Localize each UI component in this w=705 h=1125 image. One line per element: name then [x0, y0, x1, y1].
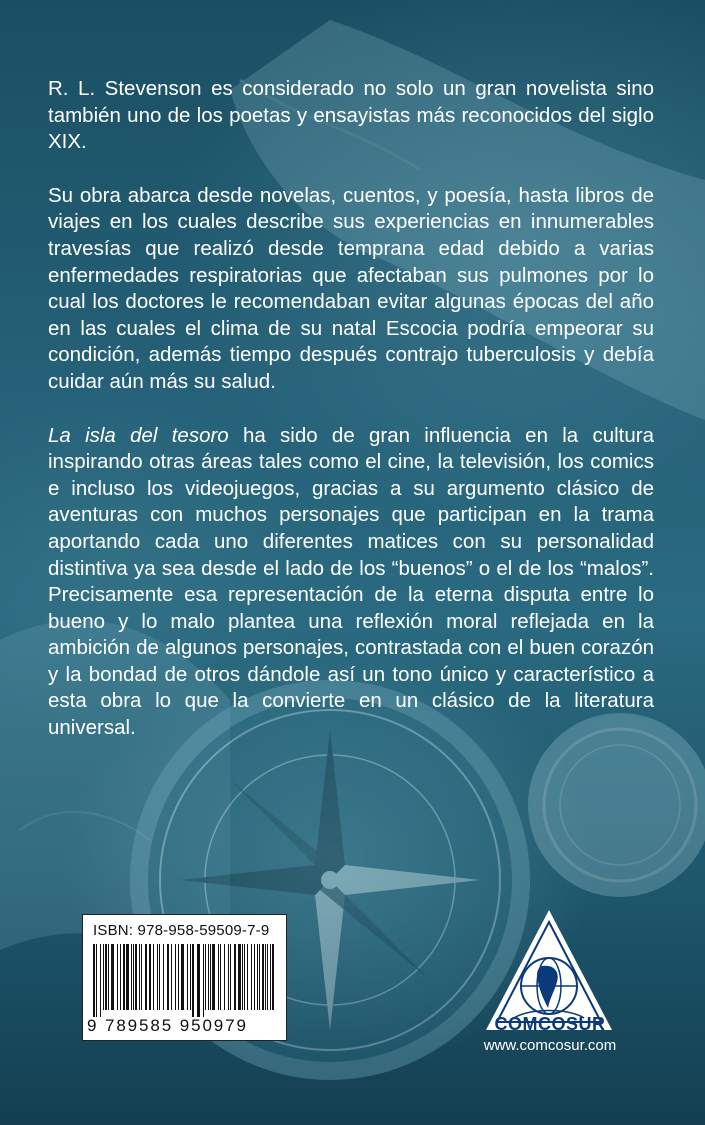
barcode-bar	[139, 944, 140, 1010]
book-title: La isla del tesoro	[48, 423, 229, 447]
publisher-logo	[470, 908, 630, 1058]
barcode-bar	[244, 944, 245, 1010]
barcode-bar	[103, 944, 104, 1010]
barcode-bar	[265, 944, 266, 1010]
barcode-bar	[133, 944, 134, 1010]
paragraph-3	[48, 423, 654, 742]
barcode-bar	[135, 944, 137, 1010]
barcode-bar	[111, 944, 114, 1010]
barcode-bar	[187, 944, 188, 1010]
synopsis	[48, 76, 654, 742]
barcode-bar	[126, 944, 129, 1010]
barcode-bar	[272, 944, 274, 1010]
barcode-bar	[270, 944, 271, 1010]
barcode-bar	[234, 944, 236, 1010]
barcode-bar	[228, 944, 229, 1010]
barcode-bar	[159, 944, 160, 1010]
paragraph-1: R. L. Stevenson es considerado no solo un gran novelista sino también uno de los poetas y ensayistas más reconocidos del siglo XIX.	[48, 77, 654, 154]
publisher-name: COMCOSUR	[494, 1014, 606, 1034]
barcode-bar	[192, 944, 194, 1017]
barcode-bar	[218, 944, 219, 1010]
barcode-bar	[149, 944, 151, 1010]
barcode-bar	[167, 944, 169, 1010]
barcode-bar	[120, 944, 121, 1010]
barcode-bar	[259, 944, 260, 1010]
barcode-bar	[267, 944, 268, 1010]
barcode-bar	[96, 944, 97, 1017]
barcode-bar	[93, 944, 95, 1017]
barcode-bar	[242, 944, 243, 1010]
barcode-bar	[205, 944, 206, 1010]
barcode-bar	[238, 944, 241, 1010]
barcode-bar	[131, 944, 132, 1010]
paragraph-2: Su obra abarca desde novelas, cuentos, y poesía, hasta libros de viajes en los cuales describe sus experiencias en innumerables travesías que realizó desde temprana edad debido a varias enfermedades respiratorias que afectaban sus pulmones por lo cual los doctores le recomendaban evitar algunas épocas del año en las cuales el clima de su natal Escocia podría empeorar su condición, además tiempo después contrajo tuberculosis y debía cuidar aún más su salud.	[48, 183, 654, 393]
barcode-bar	[197, 944, 200, 1017]
barcode-bar	[262, 944, 264, 1010]
isbn-label: ISBN: 978-958-59509-7-9	[93, 922, 270, 939]
barcode-bar	[175, 944, 176, 1010]
barcode-bar	[163, 944, 164, 1010]
barcode-bar	[123, 944, 125, 1010]
publisher-url[interactable]: www.comcosur.com	[483, 1037, 617, 1054]
barcode-bar	[117, 944, 118, 1010]
barcode-bar	[178, 944, 179, 1010]
barcode-bar	[224, 944, 225, 1010]
paragraph-3-text: ha sido de gran influencia en la cultura inspirando otras áreas tales como el cine, la televisión, los comics e incluso los videojuegos, gracias a su argumento clásico de aventuras con muchos personajes que participan en la trama aportando cada uno diferentes matices con su personalidad distintiva ya sea desde el lado de los “buenos” o el de los “malos”. Precisamente esa representación de la eterna disputa entre lo bueno y lo malo plantea una reflexión moral reflejada en la ambición de algunos personajes, contrastada con el buen corazón y la bondad de otros dándole así un tono único y característico a esta obra lo que la convierte en un clásico de la literatura universal.	[48, 423, 654, 740]
isbn-barcode	[82, 914, 287, 1041]
barcode-bar	[230, 944, 231, 1010]
barcode-bar	[145, 944, 147, 1010]
barcode-digits: 9 789585 950979	[87, 1016, 248, 1035]
barcode-bar	[141, 944, 142, 1010]
barcode-bar	[100, 944, 101, 1017]
barcode-bar	[153, 944, 154, 1010]
barcode-bar	[220, 944, 221, 1010]
barcode-bar	[247, 944, 248, 1010]
barcode-bar	[190, 944, 191, 1010]
barcode-bar	[108, 944, 109, 1010]
barcode-bar	[105, 944, 107, 1010]
barcode-bar	[251, 944, 252, 1010]
barcode-bars	[91, 944, 281, 1017]
barcode-bar	[257, 944, 258, 1010]
barcode-bar	[254, 944, 255, 1010]
barcode-bar	[208, 944, 209, 1010]
barcode-bar	[203, 944, 204, 1017]
barcode-bar	[171, 944, 172, 1010]
barcode-bar	[212, 944, 215, 1010]
barcode-bar	[181, 944, 184, 1010]
barcode-bar	[210, 944, 211, 1010]
barcode-bar	[157, 944, 158, 1010]
